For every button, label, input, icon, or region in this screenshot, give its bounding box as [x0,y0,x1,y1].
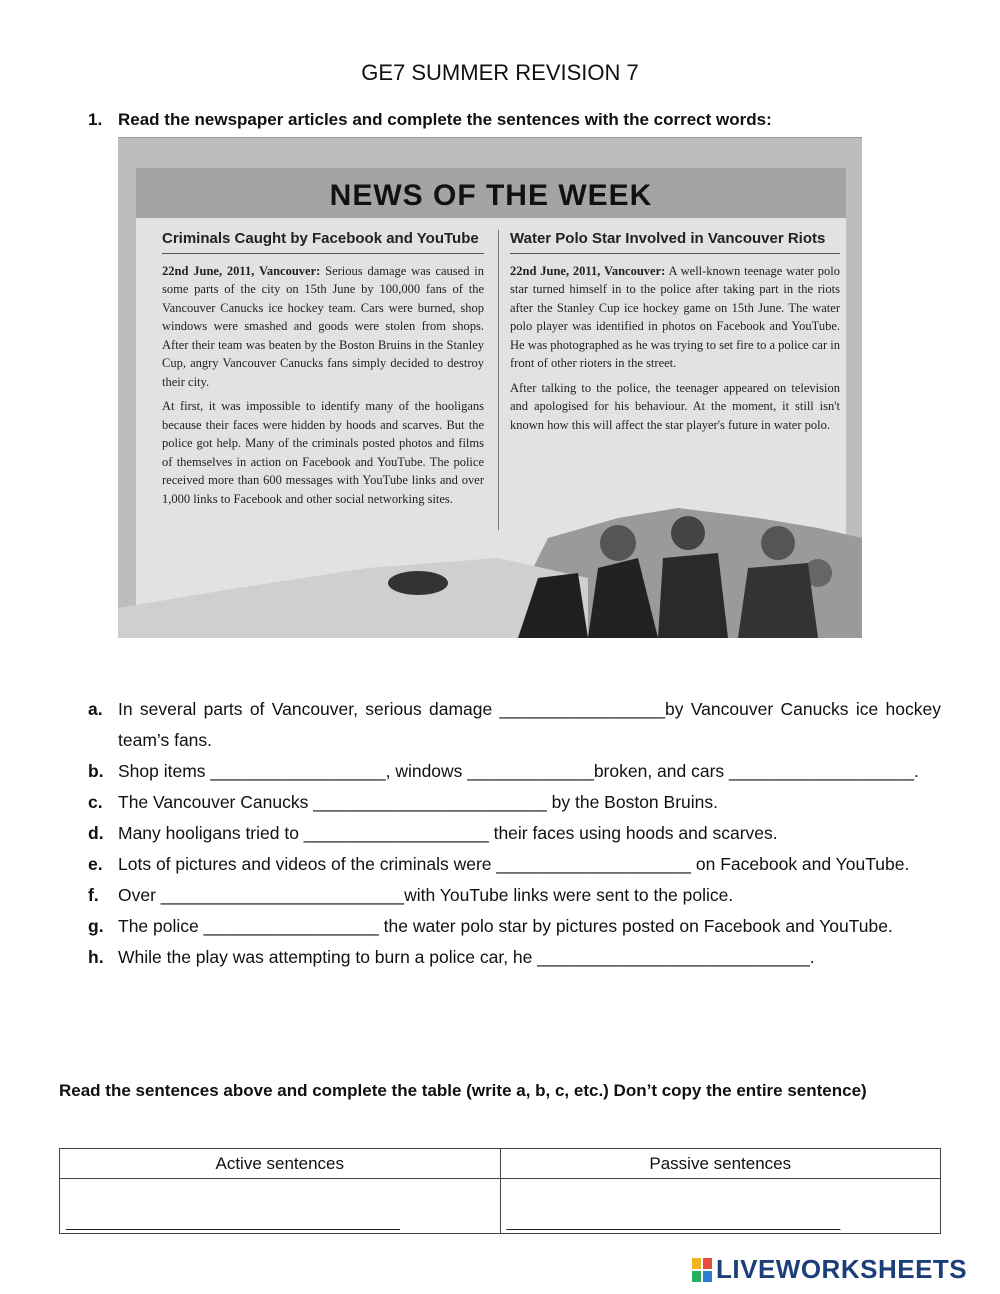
logo-text: LIVEWORKSHEETS [716,1254,968,1284]
question-c [88,787,941,818]
question-text[interactable]: Over _________________________with YouTube links were sent to the police. [118,885,734,905]
article-right-dateline: 22nd June, 2011, Vancouver: [510,263,666,278]
question-label: f. [88,885,99,905]
article-right [510,230,840,440]
question-label: h. [88,947,104,967]
question-text[interactable]: In several parts of Vancouver, serious damage _________________by Vancouver Canucks ice hockey team’s fans. [118,699,941,750]
question-a [88,694,941,756]
column-divider [498,230,499,530]
question-label: b. [88,761,104,781]
question-label: d. [88,823,104,843]
article-right-headline: Water Polo Star Involved in Vancouver Riots [510,230,840,254]
instruction-1 [88,110,772,130]
question-d [88,818,941,849]
question-label: c. [88,792,103,812]
article-left-headline: Criminals Caught by Facebook and YouTube [162,230,484,254]
answer-table [59,1148,941,1234]
instruction-number: 1. [88,110,103,129]
logo-blocks-icon [692,1258,712,1282]
table-header-active: Active sentences [60,1149,501,1179]
question-text[interactable]: Lots of pictures and videos of the criminals were ____________________ on Facebook and YouTube. [118,854,910,874]
question-b [88,756,941,787]
question-label: a. [88,699,103,719]
article-left [162,230,484,514]
table-header-passive: Passive sentences [500,1149,941,1179]
newspaper-banner: NEWS OF THE WEEK [136,168,846,218]
question-text[interactable]: The police __________________ the water polo star by pictures posted on Facebook and YouTube. [118,916,893,936]
article-left-p2: At first, it was impossible to identify many of the hooligans because their faces were hidden by hoods and scarves. But the police got help. Many of the criminals posted photos and films of themselves in action on Facebook and YouTube. The police received more than 600 messages with YouTube links and over 1,000 links to Facebook and other social networking sites. [162,399,484,506]
article-left-p1-text: Serious damage was caused in some parts of the city on 15th June by 100,000 fans of the Vancouver Canucks ice hockey team. Cars were burned, shop windows were smashed and goods were stolen from shops. After their team was beaten by the Boston Bruins in the Stanley Cup, angry Vancouver Canucks fans simply decided to destroy their city. [162,263,485,389]
question-h [88,942,941,973]
article-right-p1 [510,262,840,373]
question-text[interactable]: Shop items __________________, windows _____________broken, and cars ___________________. [118,761,919,781]
question-list [88,694,941,973]
question-label: e. [88,854,103,874]
liveworksheets-logo [692,1254,967,1285]
question-g [88,911,941,942]
article-right-p1-text: A well-known teenage water polo star turned himself in to the police after taking part in the riots after the Stanley Cup ice hockey game on 15th June. The water polo player was identified in photos on Facebook and YouTube. He was photographed as he was trying to set fire to a police car in front of other rioters in the street. [510,263,840,370]
question-label: g. [88,916,104,936]
question-text[interactable]: Many hooligans tried to ___________________ their faces using hoods and scarves. [118,823,778,843]
passive-answer-cell[interactable]: ________________________________________ [500,1179,941,1234]
instruction-2: Read the sentences above and complete the table (write a, b, c, etc.) Don’t copy the entire sentence) [59,1081,867,1100]
question-e [88,849,941,880]
page-title: GE7 SUMMER REVISION 7 [361,60,639,85]
question-f [88,880,941,911]
article-left-dateline: 22nd June, 2011, Vancouver: [162,263,321,278]
question-text[interactable]: While the play was attempting to burn a police car, he ____________________________. [118,947,815,967]
rioters-photo-icon [118,498,862,638]
newspaper-image [118,137,862,638]
article-left-p1 [162,262,484,392]
instruction-text: Read the newspaper articles and complete the sentences with the correct words: [118,110,772,129]
article-right-p2: After talking to the police, the teenager appeared on television and apologised for his behaviour. At the moment, it still isn't known how this will affect the star player's future in water polo. [510,380,840,432]
question-text[interactable]: The Vancouver Canucks ________________________ by the Boston Bruins. [118,792,718,812]
active-answer-cell[interactable]: ________________________________________ [60,1179,501,1234]
